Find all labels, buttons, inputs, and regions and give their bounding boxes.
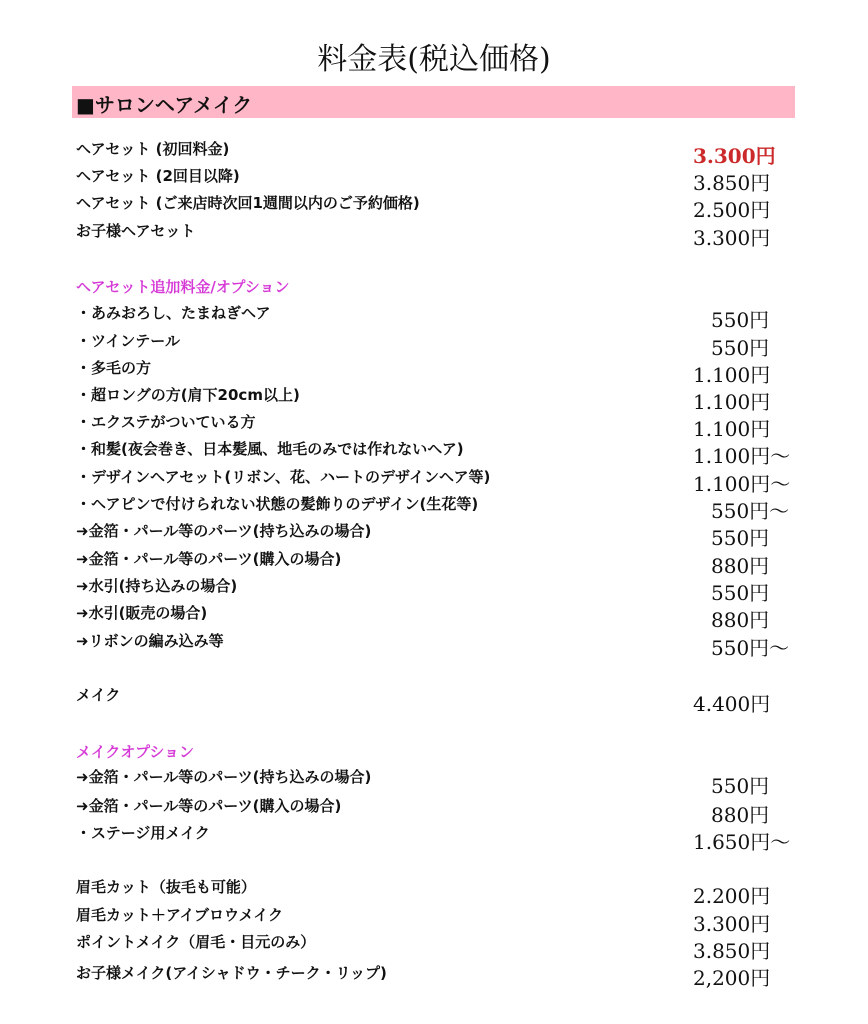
- option-price: 550円: [711, 526, 770, 550]
- item-label: お子様メイク(アイシャドウ・チーク・リップ): [76, 964, 387, 982]
- item-price: 3.850円: [693, 171, 771, 195]
- option-label: ➜金箔・パール等のパーツ(購入の場合): [76, 797, 342, 815]
- item-price: 2.200円: [693, 884, 771, 908]
- option-price: 550円: [711, 581, 770, 605]
- option-price: 1.100円: [693, 417, 771, 441]
- item-label: 眉毛カット（抜毛も可能）: [76, 878, 256, 896]
- item-price: 3.850円: [693, 939, 771, 963]
- option-price: 1.100円: [693, 390, 771, 414]
- section-header-bar: [72, 86, 795, 118]
- item-price: 4.400円: [693, 692, 771, 716]
- item-label: ヘアセット (初回料金): [76, 140, 230, 158]
- option-label: ・ヘアピンで付けられない状態の髪飾りのデザイン(生花等): [76, 495, 479, 513]
- option-label: ・ステージ用メイク: [76, 824, 210, 842]
- item-label: ヘアセット (2回目以降): [76, 167, 240, 185]
- item-label: 眉毛カット＋アイブロウメイク: [76, 906, 284, 924]
- option-label: ・多毛の方: [76, 359, 152, 377]
- option-price: 550円: [711, 308, 770, 332]
- option-label: ➜金箔・パール等のパーツ(購入の場合): [76, 550, 342, 568]
- option-price: 880円: [711, 803, 770, 827]
- option-price: 1.100円～: [693, 444, 791, 468]
- option-price: 1.100円～: [693, 472, 791, 496]
- item-price: 3.300円: [693, 226, 771, 250]
- option-price: 550円～: [711, 636, 790, 660]
- option-label: ➜水引(持ち込みの場合): [76, 577, 238, 595]
- option-label: ・超ロングの方(肩下20cm以上): [76, 386, 300, 404]
- option-price: 1.100円: [693, 363, 771, 387]
- item-label: ヘアセット (ご来店時次回1週間以内のご予約価格): [76, 194, 420, 212]
- option-price: 880円: [711, 608, 770, 632]
- item-price: 3.300円: [693, 144, 776, 168]
- item-label: メイク: [76, 686, 121, 704]
- option-label: ・エクステがついている方: [76, 413, 256, 431]
- item-price: 2,200円: [693, 966, 771, 990]
- option-label: ➜金箔・パール等のパーツ(持ち込みの場合): [76, 522, 372, 540]
- item-price: 3.300円: [693, 912, 771, 936]
- option-price: 880円: [711, 554, 770, 578]
- option-price: 550円: [711, 336, 770, 360]
- item-label: ポイントメイク（眉毛・目元のみ）: [76, 933, 316, 951]
- section-title: ■サロンヘアメイク: [76, 93, 253, 117]
- options-heading: ヘアセット追加料金/オプション: [76, 278, 290, 296]
- item-price: 2.500円: [693, 198, 771, 222]
- option-label: ・デザインヘアセット(リボン、花、ハートのデザインヘア等): [76, 468, 491, 486]
- make-options-heading: メイクオプション: [76, 743, 195, 761]
- item-label: お子様ヘアセット: [76, 222, 196, 240]
- option-price: 1.650円～: [693, 830, 791, 854]
- option-label: ➜金箔・パール等のパーツ(持ち込みの場合): [76, 768, 372, 786]
- page-title: 料金表(税込価格): [317, 42, 551, 77]
- option-label: ・和髪(夜会巻き、日本髪風、地毛のみでは作れないヘア): [76, 440, 464, 458]
- option-price: 550円: [711, 774, 770, 798]
- option-label: ➜水引(販売の場合): [76, 604, 208, 622]
- option-price: 550円～: [711, 499, 790, 523]
- option-label: ・ツインテール: [76, 332, 180, 350]
- option-label: ➜リボンの編み込み等: [76, 632, 224, 650]
- option-label: ・あみおろし、たまねぎヘア: [76, 304, 271, 322]
